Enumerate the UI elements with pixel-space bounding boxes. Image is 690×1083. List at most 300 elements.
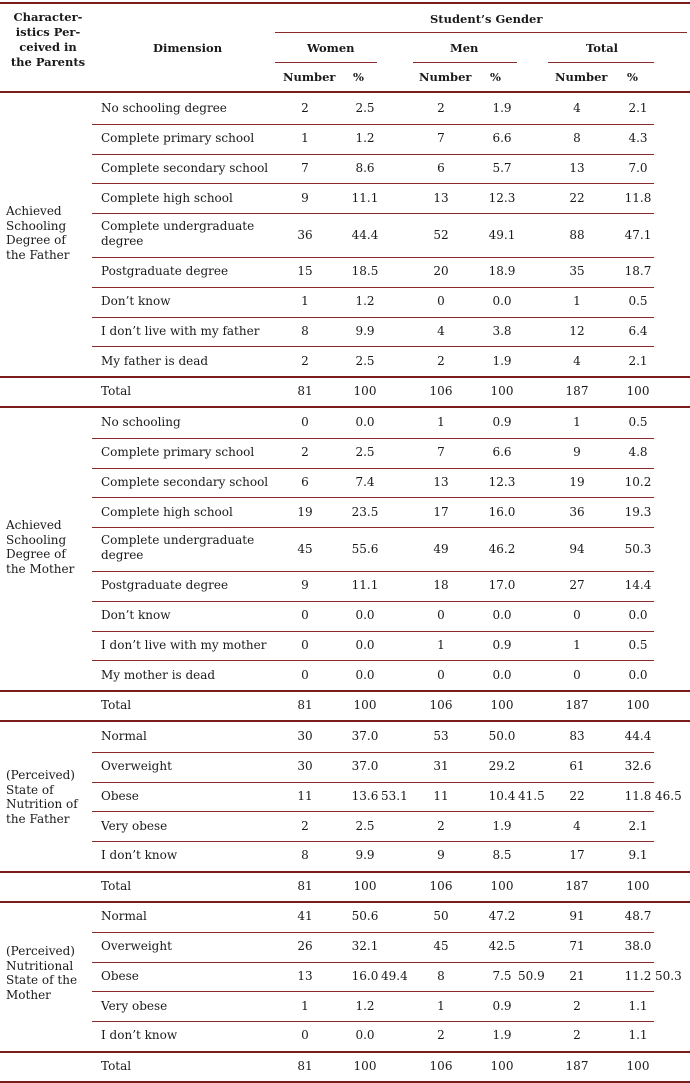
- header-dimension: Dimension: [153, 41, 223, 55]
- number-cell: 8: [301, 848, 309, 863]
- section-category: [6, 944, 88, 1002]
- number-cell: 8: [573, 131, 581, 146]
- row-label: [101, 264, 228, 279]
- number-cell: 19: [297, 504, 313, 519]
- pct-cell: 2.1: [628, 818, 648, 833]
- pct-cell: 2.5: [355, 101, 375, 116]
- total-number-cell: 187: [565, 1058, 589, 1073]
- number-cell: 1: [573, 637, 581, 652]
- total-pct-cell: 100: [626, 384, 650, 398]
- pct-cell: 11.1: [351, 578, 379, 593]
- category-line: the Father: [6, 247, 70, 262]
- row-label-line: Complete secondary school: [101, 160, 269, 175]
- pct-cell: 0.0: [628, 667, 648, 682]
- number-cell: 22: [569, 190, 585, 205]
- pct-cell: 0.0: [355, 608, 375, 623]
- row-label-line: Very obese: [101, 818, 168, 833]
- pct-cell: 0.0: [492, 667, 512, 682]
- category-line: Nutritional: [6, 958, 74, 973]
- total-pct-cell: 100: [490, 698, 514, 712]
- number-cell: 2: [437, 101, 445, 116]
- pct-cell: 37.0: [351, 729, 379, 744]
- pct-cell: 9.9: [355, 848, 375, 863]
- row-label-line: My father is dead: [101, 353, 209, 368]
- merged-pct-cell: 46.5: [655, 788, 682, 803]
- number-cell: 4: [573, 101, 581, 116]
- merged-pct-cell: 50.3: [655, 968, 682, 983]
- row-label: [101, 759, 172, 774]
- pct-cell: 55.6: [351, 541, 379, 556]
- table-top-rule: [0, 2, 690, 4]
- row-rule: [92, 571, 654, 572]
- category-line: (Perceived): [6, 768, 75, 782]
- row-label: [101, 729, 147, 744]
- number-cell: 0: [573, 667, 581, 682]
- pct-cell: 50.0: [488, 729, 516, 744]
- pct-cell: 0.0: [492, 294, 512, 309]
- total-rule: [0, 720, 690, 722]
- pct-cell: 16.0: [351, 968, 379, 983]
- pct-cell: 11.2: [624, 968, 652, 983]
- total-number-cell: 81: [297, 1058, 313, 1073]
- total-label: Total: [101, 1058, 132, 1073]
- pct-cell: 18.5: [351, 264, 379, 279]
- pct-cell: 0.0: [628, 608, 648, 623]
- number-cell: 4: [437, 323, 445, 338]
- row-label: [101, 638, 266, 653]
- pct-cell: 0.5: [628, 294, 648, 309]
- number-cell: 30: [297, 729, 313, 744]
- number-cell: 8: [301, 323, 309, 338]
- row-rule: [92, 811, 654, 812]
- number-cell: 1: [301, 131, 309, 146]
- total-rule: [0, 406, 690, 408]
- pct-cell: 29.2: [488, 759, 516, 774]
- category-line: Schooling: [6, 218, 67, 233]
- pct-cell: 2.5: [355, 445, 375, 460]
- total-pct-cell: 100: [626, 698, 650, 712]
- pct-cell: 8.6: [355, 160, 375, 175]
- number-cell: 9: [573, 445, 581, 460]
- pct-cell: 10.2: [624, 474, 652, 489]
- row-label: [101, 131, 254, 146]
- total-number-cell: 106: [429, 384, 453, 398]
- row-label: [101, 533, 254, 563]
- number-cell: 26: [297, 939, 313, 954]
- pct-cell: 37.0: [351, 759, 379, 774]
- row-label-line: Normal: [101, 729, 147, 744]
- row-label-line: Very obese: [101, 998, 168, 1013]
- header-pct-men: %: [490, 70, 501, 84]
- pct-cell: 7.0: [628, 160, 648, 175]
- row-label: [101, 608, 171, 623]
- pct-cell: 1.1: [628, 1028, 648, 1043]
- number-cell: 30: [297, 759, 313, 774]
- row-label-line: My mother is dead: [101, 667, 216, 682]
- row-label: [101, 578, 228, 593]
- pct-cell: 9.9: [355, 323, 375, 338]
- pct-cell: 23.5: [351, 504, 379, 519]
- number-cell: 21: [569, 968, 585, 983]
- pct-cell: 13.6: [351, 788, 379, 803]
- row-rule: [92, 631, 654, 632]
- row-rule: [92, 660, 654, 661]
- row-rule: [92, 527, 654, 528]
- number-cell: 35: [569, 264, 585, 279]
- row-label-line: I don’t know: [101, 848, 178, 863]
- number-cell: 91: [569, 909, 585, 924]
- number-cell: 17: [433, 504, 449, 519]
- pct-cell: 6.6: [492, 445, 512, 460]
- row-label-line: Obese: [101, 968, 139, 983]
- number-cell: 7: [437, 445, 445, 460]
- row-label: [101, 909, 147, 924]
- number-cell: 0: [573, 608, 581, 623]
- number-cell: 9: [437, 848, 445, 863]
- row-rule: [92, 782, 654, 783]
- pct-cell: 3.8: [492, 323, 512, 338]
- number-cell: 7: [437, 131, 445, 146]
- number-cell: 12: [569, 323, 585, 338]
- row-rule: [92, 932, 654, 933]
- total-number-cell: 187: [565, 384, 589, 398]
- number-cell: 2: [573, 1028, 581, 1043]
- row-label-line: Postgraduate degree: [101, 264, 229, 279]
- number-cell: 13: [297, 968, 313, 983]
- row-rule: [92, 154, 654, 155]
- number-cell: 49: [433, 541, 449, 556]
- row-label: [101, 354, 208, 369]
- pct-cell: 18.7: [624, 264, 652, 279]
- number-cell: 11: [297, 788, 313, 803]
- row-label: [101, 819, 167, 834]
- row-label: [101, 505, 233, 520]
- number-cell: 94: [569, 541, 585, 556]
- row-label: [101, 324, 259, 339]
- number-cell: 2: [437, 353, 445, 368]
- row-rule: [92, 752, 654, 753]
- row-rule: [92, 497, 654, 498]
- pct-cell: 50.6: [351, 909, 379, 924]
- total-pct-cell: 100: [490, 1058, 514, 1073]
- number-cell: 52: [433, 227, 449, 242]
- number-cell: 0: [437, 294, 445, 309]
- row-label-line: No schooling degree: [101, 101, 227, 116]
- pct-cell: 11.1: [351, 190, 379, 205]
- pct-cell: 8.5: [492, 848, 512, 863]
- pct-cell: 10.4: [488, 788, 516, 803]
- row-rule: [92, 257, 654, 258]
- number-cell: 6: [437, 160, 445, 175]
- pct-cell: 1.9: [492, 818, 512, 833]
- number-cell: 83: [569, 729, 585, 744]
- pct-cell: 47.2: [488, 909, 516, 924]
- number-cell: 1: [437, 415, 445, 430]
- section-rule: [0, 871, 690, 873]
- section-rule: [0, 1051, 690, 1053]
- pct-cell: 0.9: [492, 637, 512, 652]
- pct-cell: 0.9: [492, 415, 512, 430]
- number-cell: 0: [301, 608, 309, 623]
- section-category: [6, 204, 88, 262]
- row-label-line: degree: [101, 234, 144, 248]
- pct-cell: 12.3: [488, 190, 516, 205]
- category-line: Schooling: [6, 532, 67, 547]
- number-cell: 71: [569, 939, 585, 954]
- total-pct-cell: 100: [490, 878, 514, 893]
- row-rule: [92, 468, 654, 469]
- pct-cell: 48.7: [624, 909, 652, 924]
- pct-cell: 4.3: [628, 131, 648, 146]
- row-label: [101, 191, 233, 206]
- pct-cell: 44.4: [624, 729, 652, 744]
- number-cell: 2: [573, 998, 581, 1013]
- merged-pct-cell: 41.5: [518, 788, 545, 803]
- header-pct-total: %: [627, 70, 638, 84]
- pct-cell: 50.3: [624, 541, 652, 556]
- pct-cell: 9.1: [628, 848, 648, 863]
- row-rule: [92, 346, 654, 347]
- row-label-line: Don’t know: [101, 294, 171, 309]
- pct-cell: 4.8: [628, 445, 648, 460]
- category-line: Mother: [6, 987, 51, 1002]
- section-category: [6, 518, 88, 576]
- number-cell: 41: [297, 909, 313, 924]
- category-line: Nutrition of: [6, 797, 78, 811]
- number-cell: 19: [569, 474, 585, 489]
- number-cell: 45: [297, 541, 313, 556]
- total-rule: [0, 1081, 690, 1083]
- number-cell: 2: [301, 353, 309, 368]
- header-number-men: Number: [419, 70, 472, 84]
- category-line: the Father: [6, 811, 70, 826]
- row-label-line: degree: [101, 548, 144, 562]
- header-students-gender: Student’s Gender: [430, 12, 543, 26]
- number-cell: 13: [433, 190, 449, 205]
- number-cell: 2: [437, 1028, 445, 1043]
- row-label: [101, 668, 215, 683]
- category-line: State of the: [6, 973, 78, 987]
- pct-cell: 0.9: [492, 998, 512, 1013]
- total-pct-cell: 100: [490, 384, 514, 398]
- total-pct-cell: 100: [353, 878, 377, 893]
- row-rule: [92, 991, 654, 992]
- row-label: [101, 161, 268, 176]
- number-cell: 0: [301, 667, 309, 682]
- pct-cell: 1.2: [355, 998, 375, 1013]
- merged-pct-cell: 49.4: [381, 968, 408, 983]
- row-label: [101, 101, 227, 116]
- pct-cell: 14.4: [624, 578, 652, 593]
- total-pct-cell: 100: [626, 1058, 650, 1073]
- row-label-line: I don’t know: [101, 1028, 178, 1043]
- header-number-total: Number: [555, 70, 608, 84]
- row-label: [101, 445, 254, 460]
- merged-pct-cell: 50.9: [518, 968, 545, 983]
- row-rule: [92, 841, 654, 842]
- pct-cell: 0.0: [355, 637, 375, 652]
- number-cell: 0: [301, 637, 309, 652]
- row-label: [101, 789, 139, 804]
- row-label: [101, 415, 181, 430]
- row-label-line: Complete undergraduate: [101, 533, 255, 547]
- number-cell: 17: [569, 848, 585, 863]
- pct-cell: 1.9: [492, 353, 512, 368]
- number-cell: 9: [301, 578, 309, 593]
- number-cell: 1: [301, 998, 309, 1013]
- pct-cell: 18.9: [488, 264, 516, 279]
- number-cell: 2: [301, 445, 309, 460]
- section-rule: [0, 376, 690, 378]
- row-label-line: I don’t live with my mother: [101, 637, 267, 652]
- row-rule: [92, 183, 654, 184]
- number-cell: 31: [433, 759, 449, 774]
- number-cell: 1: [573, 294, 581, 309]
- row-label-line: Complete high school: [101, 190, 233, 205]
- pct-cell: 1.9: [492, 101, 512, 116]
- row-label: [101, 475, 268, 490]
- row-label: [101, 294, 171, 309]
- pct-cell: 2.1: [628, 101, 648, 116]
- pct-cell: 32.1: [351, 939, 379, 954]
- pct-cell: 0.5: [628, 415, 648, 430]
- total-label: Total: [101, 878, 132, 893]
- pct-cell: 1.1: [628, 998, 648, 1013]
- number-cell: 1: [437, 998, 445, 1013]
- number-cell: 0: [437, 667, 445, 682]
- pct-cell: 47.1: [624, 227, 652, 242]
- row-label-line: Postgraduate degree: [101, 578, 229, 593]
- row-label-line: Complete undergraduate: [101, 219, 255, 233]
- row-label-line: I don’t live with my father: [101, 323, 260, 338]
- pct-cell: 38.0: [624, 939, 652, 954]
- number-cell: 7: [301, 160, 309, 175]
- category-line: (Perceived): [6, 944, 75, 958]
- row-label: [101, 999, 167, 1014]
- pct-cell: 16.0: [488, 504, 516, 519]
- category-line: Achieved: [6, 204, 62, 218]
- pct-cell: 12.3: [488, 474, 516, 489]
- number-cell: 2: [437, 818, 445, 833]
- category-line: the Mother: [6, 561, 75, 576]
- number-cell: 53: [433, 729, 449, 744]
- total-rule: [0, 901, 690, 903]
- row-rule: [92, 124, 654, 125]
- merged-pct-cell: 53.1: [381, 788, 408, 803]
- pct-cell: 0.0: [355, 415, 375, 430]
- header-characteristics: Character- istics Per- ceived in the Parents: [10, 10, 86, 69]
- number-cell: 6: [301, 474, 309, 489]
- pct-cell: 2.5: [355, 353, 375, 368]
- number-cell: 50: [433, 909, 449, 924]
- number-cell: 2: [301, 818, 309, 833]
- pct-cell: 19.3: [624, 504, 652, 519]
- number-cell: 9: [301, 190, 309, 205]
- pct-cell: 5.7: [492, 160, 512, 175]
- pct-cell: 7.4: [355, 474, 375, 489]
- total-number-cell: 81: [297, 384, 313, 398]
- total-number-cell: 106: [429, 878, 453, 893]
- header-women: Women: [307, 41, 355, 55]
- number-cell: 15: [297, 264, 313, 279]
- row-rule: [92, 317, 654, 318]
- number-cell: 18: [433, 578, 449, 593]
- row-rule: [92, 287, 654, 288]
- pct-cell: 49.1: [488, 227, 516, 242]
- total-number-cell: 106: [429, 1058, 453, 1073]
- number-cell: 36: [569, 504, 585, 519]
- row-rule: [92, 1021, 654, 1022]
- pct-cell: 0.0: [355, 1028, 375, 1043]
- pct-cell: 11.8: [624, 190, 652, 205]
- total-number-cell: 81: [297, 878, 313, 893]
- row-label-line: Overweight: [101, 759, 172, 774]
- category-line: Degree of: [6, 233, 66, 247]
- section-category: [6, 768, 88, 826]
- number-cell: 8: [437, 968, 445, 983]
- pct-cell: 6.4: [628, 323, 648, 338]
- row-rule: [92, 601, 654, 602]
- number-cell: 36: [297, 227, 313, 242]
- row-label-line: Overweight: [101, 939, 172, 954]
- number-cell: 61: [569, 759, 585, 774]
- pct-cell: 46.2: [488, 541, 516, 556]
- header-total: Total: [586, 41, 619, 55]
- total-number-cell: 187: [565, 878, 589, 893]
- pct-cell: 17.0: [488, 578, 516, 593]
- pct-cell: 1.2: [355, 294, 375, 309]
- row-label-line: Normal: [101, 909, 147, 924]
- number-cell: 1: [437, 637, 445, 652]
- row-label: [101, 848, 177, 863]
- number-cell: 4: [573, 818, 581, 833]
- number-cell: 13: [569, 160, 585, 175]
- header-number-women: Number: [283, 70, 336, 84]
- total-pct-cell: 100: [353, 698, 377, 712]
- pct-cell: 2.5: [355, 818, 375, 833]
- total-label: Total: [101, 698, 132, 712]
- category-line: State of: [6, 782, 54, 797]
- number-cell: 0: [437, 608, 445, 623]
- category-line: Degree of: [6, 547, 66, 561]
- pct-cell: 42.5: [488, 939, 516, 954]
- row-label-line: Complete high school: [101, 504, 233, 519]
- header-pct-women: %: [353, 70, 364, 84]
- total-number-cell: 81: [297, 698, 313, 712]
- total-number-cell: 187: [565, 698, 589, 712]
- row-rule: [92, 213, 654, 214]
- pct-cell: 0.0: [492, 608, 512, 623]
- total-pct-cell: 100: [626, 878, 650, 893]
- category-line: Achieved: [6, 518, 62, 532]
- number-cell: 2: [301, 101, 309, 116]
- row-label: [101, 219, 254, 249]
- number-cell: 13: [433, 474, 449, 489]
- pct-cell: 1.9: [492, 1028, 512, 1043]
- total-pct-cell: 100: [353, 1058, 377, 1073]
- number-cell: 45: [433, 939, 449, 954]
- header-bottom-rule: [0, 91, 690, 93]
- total-label: Total: [101, 384, 132, 398]
- number-cell: 1: [301, 294, 309, 309]
- number-cell: 11: [433, 788, 449, 803]
- total-pct-cell: 100: [353, 384, 377, 398]
- number-cell: 22: [569, 788, 585, 803]
- row-label-line: Complete primary school: [101, 445, 255, 460]
- row-label: [101, 969, 139, 984]
- number-cell: 4: [573, 353, 581, 368]
- pct-cell: 0.0: [355, 667, 375, 682]
